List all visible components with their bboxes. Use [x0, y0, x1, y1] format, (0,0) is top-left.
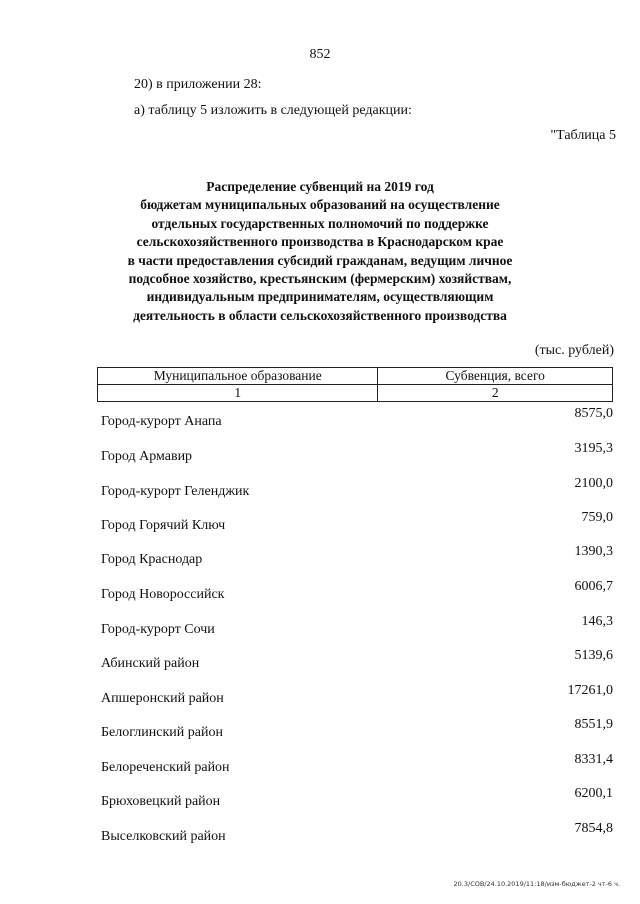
table-row	[0, 510, 640, 533]
document-footer-code: 20.3/СОВ/24.10.2019/11:18/изм-бюджет-2 чт-6 ч.	[453, 880, 620, 888]
row-value: 17261,0	[567, 683, 613, 698]
row-name: Абинский район	[101, 656, 200, 671]
table-row	[0, 544, 640, 567]
table-row	[0, 786, 640, 809]
row-name: Город-курорт Сочи	[101, 622, 215, 637]
row-value: 8331,4	[574, 752, 613, 767]
table-row	[0, 406, 640, 429]
table-row	[0, 821, 640, 844]
title-line: индивидуальным предпринимателям, осуществляющим	[146, 289, 494, 305]
table-row	[0, 648, 640, 671]
row-name: Город Краснодар	[101, 552, 203, 567]
row-name: Город-курорт Геленджик	[101, 484, 250, 499]
row-value: 146,3	[581, 614, 613, 629]
row-value: 5139,6	[574, 648, 613, 663]
row-value: 6200,1	[574, 786, 613, 801]
table-header	[97, 367, 613, 402]
page-number: 852	[309, 47, 331, 62]
column-number-1: 1	[98, 385, 378, 402]
table-row	[0, 476, 640, 499]
document-title	[60, 178, 580, 325]
title-line: бюджетам муниципальных образований на осуществление	[140, 197, 500, 213]
row-name: Город Горячий Ключ	[101, 518, 226, 533]
table-row	[0, 717, 640, 740]
row-value: 6006,7	[574, 579, 613, 594]
row-value: 8551,9	[574, 717, 613, 732]
row-value: 3195,3	[574, 441, 613, 456]
row-name: Выселковский район	[101, 829, 226, 844]
table-row	[0, 752, 640, 775]
table-row	[0, 579, 640, 602]
row-name: Город-курорт Анапа	[101, 414, 222, 429]
table-label: "Таблица 5	[550, 128, 616, 143]
table-row	[0, 683, 640, 706]
amendment-item: 20) в приложении 28:	[134, 77, 262, 92]
column-number-2: 2	[378, 385, 613, 402]
header-municipality: Муниципальное образование	[98, 368, 378, 385]
row-name: Город Новороссийск	[101, 587, 225, 602]
table-row	[0, 614, 640, 637]
title-line: подсобное хозяйство, крестьянским (фермерским) хозяйствам,	[128, 271, 512, 287]
title-line: деятельность в области сельскохозяйственного производства	[133, 307, 507, 323]
table-row	[0, 441, 640, 464]
row-name: Белореченский район	[101, 760, 230, 775]
units-label: (тыс. рублей)	[534, 343, 614, 358]
row-name: Апшеронский район	[101, 691, 224, 706]
row-value: 8575,0	[574, 406, 613, 421]
title-line: отдельных государственных полномочий по поддержке	[151, 215, 489, 231]
header-subvention: Субвенция, всего	[378, 368, 613, 385]
amendment-sub-item: а) таблицу 5 изложить в следующей редакции:	[134, 103, 412, 118]
title-line: сельскохозяйственного производства в Краснодарском крае	[136, 234, 504, 250]
title-line: Распределение субвенций на 2019 год	[206, 179, 434, 194]
title-line: в части предоставления субсидий гражданам, ведущим личное	[127, 252, 513, 268]
row-value: 759,0	[581, 510, 613, 525]
row-value: 1390,3	[574, 544, 613, 559]
row-name: Город Армавир	[101, 449, 193, 464]
row-name: Белоглинский район	[101, 725, 223, 740]
row-name: Брюховецкий район	[101, 794, 221, 809]
row-value: 7854,8	[574, 821, 613, 836]
row-value: 2100,0	[574, 476, 613, 491]
